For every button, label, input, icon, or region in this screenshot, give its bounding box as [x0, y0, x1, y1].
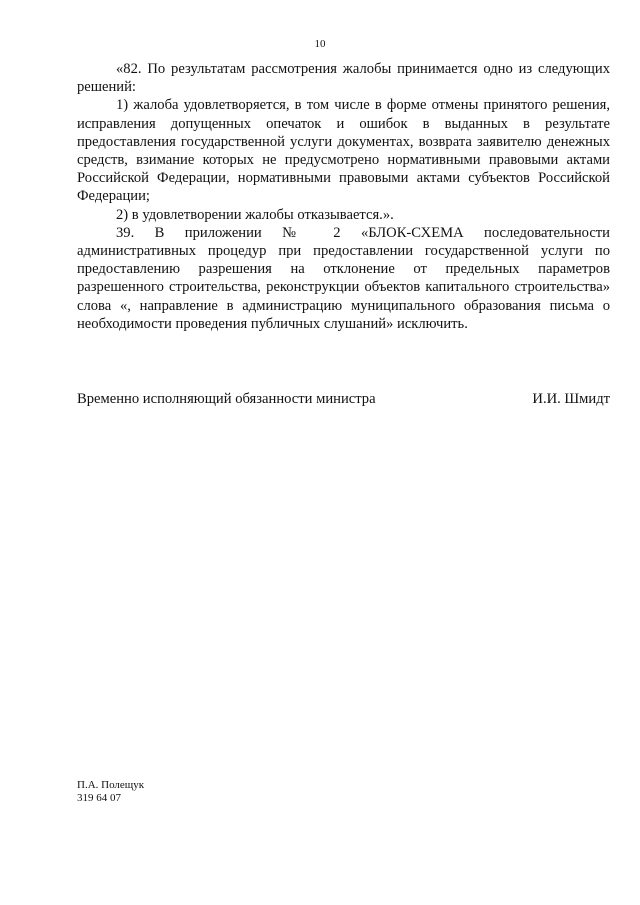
- executor-info: [77, 779, 144, 805]
- paragraph-39: 39. В приложении № 2 «БЛОК-СХЕМА последовательности административных процедур при предоставлении государственной услуги по предоставлению разрешения на отклонение от предельных параметров разрешенного строительства, реконструкции объектов капитального строительства» слова «, направление в администрацию муниципального образования письма о необходимости проведения публичных слушаний» исключить.: [77, 224, 610, 332]
- executor-phone: 319 64 07: [77, 792, 121, 804]
- page-number: 10: [314, 38, 326, 50]
- executor-name: П.А. Полещук: [77, 779, 145, 791]
- signatory-name: И.И. Шмидт: [532, 391, 610, 407]
- paragraph-82-intro: «82. По результатам рассмотрения жалобы принимается одно из следующих решений:: [77, 61, 610, 96]
- paragraph-82-item-1: 1) жалоба удовлетворяется, в том числе в форме отмены принятого решения, исправления допущенных опечаток и ошибок в выданных в результате предоставления государственной услуги документах, возврата заявителю денежных средств, взимание которых не предусмотрено нормативными правовыми актами Российской Федерации, нормативными правовыми актами субъектов Российской Федерации;: [77, 97, 610, 205]
- paragraph-82-item-2: 2) в удовлетворении жалобы отказывается.».: [116, 206, 394, 223]
- signatory-position: Временно исполняющий обязанности министра: [77, 391, 376, 407]
- document-body: [77, 60, 610, 333]
- signature-block: [77, 390, 610, 408]
